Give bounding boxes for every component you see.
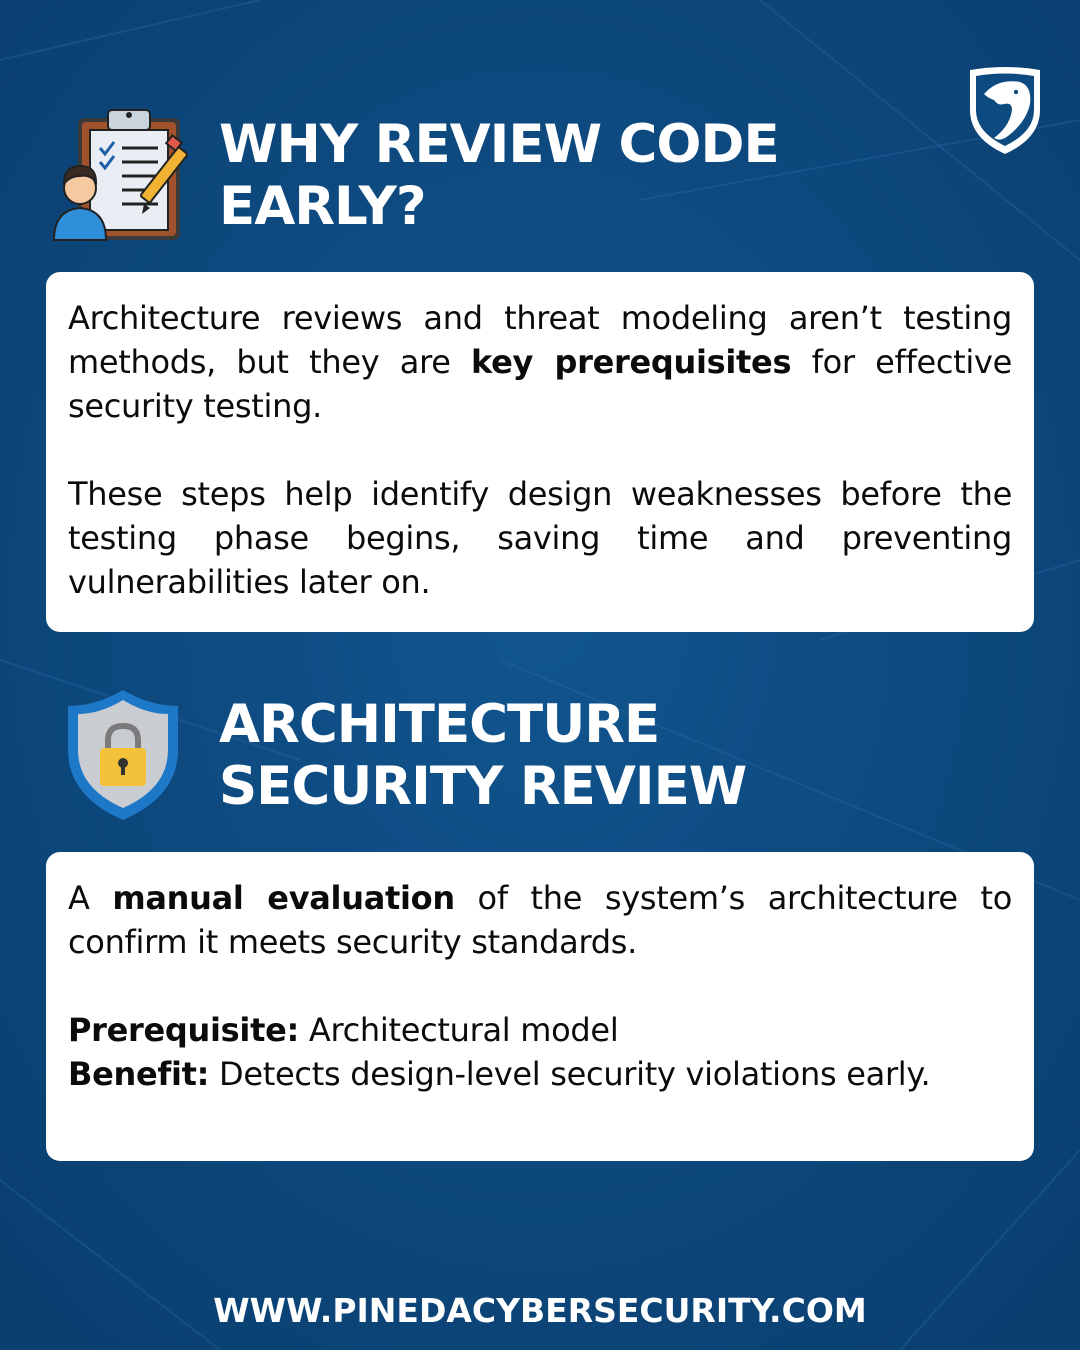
heading-line: ARCHITECTURE [219,694,660,755]
text-span: of the system’s architecture to confirm it meets security standards. [68,879,1013,961]
clipboard-person-icon [50,104,192,242]
info-card-architecture-review [46,852,1034,1161]
footer-website-url: WWW.PINEDACYBERSECURITY.COM [213,1291,867,1330]
heading-line: SECURITY REVIEW [219,756,747,817]
eagle-shield-logo-icon [964,64,1046,156]
section-heading-why-review [219,114,779,238]
benefit-label: Benefit: [68,1055,210,1093]
heading-line: WHY REVIEW CODE [219,114,779,175]
card-paragraph [68,876,1012,964]
text-span: A [68,879,113,917]
prerequisite-label: Prerequisite: [68,1011,299,1049]
benefit-value: Detects design-level security violations early. [209,1055,931,1093]
shield-lock-icon [66,688,180,822]
prerequisite-value: Architectural model [299,1011,619,1049]
bold-text: manual evaluation [112,879,455,917]
card-paragraph: These steps help identify design weaknesses before the testing phase begins, saving time and preventing vulnerabilities later on. [68,475,1012,601]
section-heading-architecture-review [219,694,746,818]
info-card-why-review [46,272,1034,632]
heading-line: EARLY? [219,176,426,237]
text-span: Architecture reviews and threat modeling aren’t testing methods, but they are [68,299,1012,381]
prerequisite-line [68,1008,1012,1052]
bold-text: key prerequisites [471,343,792,381]
text-span: for effective security testing. [68,343,1012,425]
card-paragraph [68,296,1012,428]
benefit-line [68,1052,1012,1096]
